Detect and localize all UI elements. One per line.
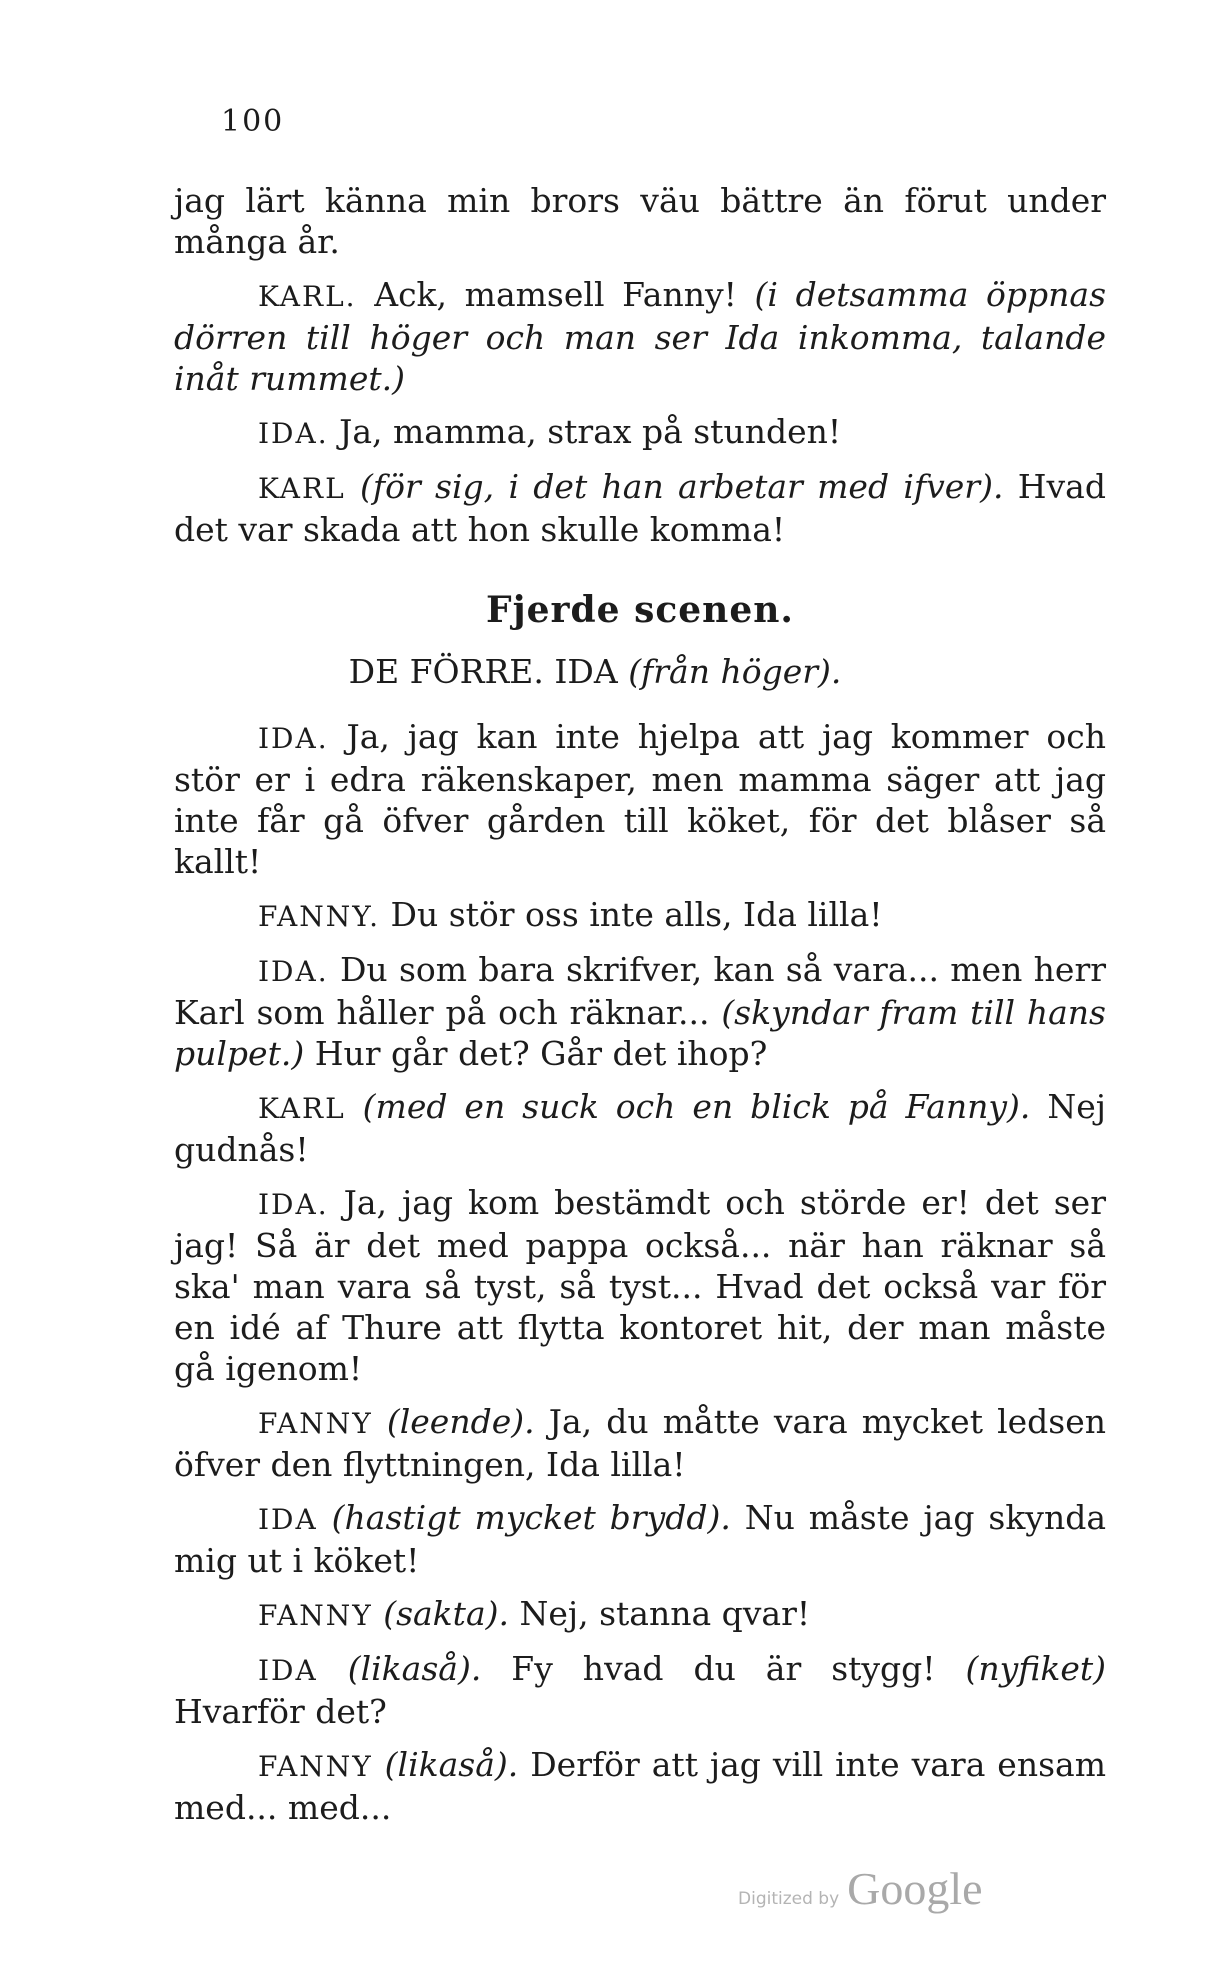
speaker-name: FANNY xyxy=(258,1407,373,1440)
speech-text: Ja, jag kom bestämdt och störde er! det ser jag! Så är det med pappa också... när han räknar så ska' man vara så tyst, så tyst... Hvad det också var för en idé af Thure att flytta kontoret hit, der man måste gå igenom! xyxy=(174,1183,1106,1388)
speech-ida-6 xyxy=(174,1648,1106,1732)
speech-ida-4 xyxy=(174,1182,1106,1389)
speech-ida-3 xyxy=(174,949,1106,1074)
speech-text: Nu måste jag skynda mig ut i köket! xyxy=(174,1498,1107,1580)
speech-text xyxy=(346,1087,363,1126)
watermark-prefix: Digitized by xyxy=(738,1889,840,1909)
speech-karl-1 xyxy=(174,274,1106,399)
speech-fanny-4 xyxy=(174,1744,1106,1828)
stage-direction: (i detsamma öppnas dörren till höger och man ser Ida inkomma, talande inåt rummet.) xyxy=(174,275,1106,398)
speech-fanny-1 xyxy=(174,894,1106,937)
scene-heading: Fjerde scenen. xyxy=(486,589,794,631)
speaker-name: IDA xyxy=(258,1654,318,1687)
speech-fanny-2 xyxy=(174,1401,1106,1485)
speech-text xyxy=(318,1498,332,1537)
speech-text: Hvad det var skada att hon skulle komma! xyxy=(174,467,1106,549)
speaker-name: FANNY. xyxy=(258,900,380,933)
stage-direction: (för sig, i det han arbetar med ifver). xyxy=(360,467,1004,506)
speech-text xyxy=(373,1594,384,1633)
speaker-name: KARL xyxy=(258,472,346,505)
stage-direction: (nyfiket) xyxy=(965,1649,1106,1688)
speech-text xyxy=(318,1649,348,1688)
stage-direction: (hastigt mycket brydd). xyxy=(331,1498,731,1537)
speech-fanny-3 xyxy=(174,1593,1106,1636)
paragraph-text: jag lärt känna min brors väu bättre än förut under många år. xyxy=(174,181,1106,261)
stage-direction: (med en suck och en blick på Fanny). xyxy=(362,1087,1031,1126)
speech-ida-1 xyxy=(174,411,1106,454)
speech-text: Nej gudnås! xyxy=(174,1087,1106,1169)
scene-characters xyxy=(174,651,1106,692)
speech-text: Ja, du måtte vara mycket ledsen öfver den flyttningen, Ida lilla! xyxy=(174,1402,1106,1484)
speech-text xyxy=(373,1402,387,1441)
speech-text: Hvarför det? xyxy=(174,1692,387,1731)
speaker-name: FANNY xyxy=(258,1750,373,1783)
page-number: 100 xyxy=(221,104,285,139)
speech-text: Du stör oss inte alls, Ida lilla! xyxy=(380,895,883,934)
speaker-name: IDA. xyxy=(258,955,329,988)
speaker-name: KARL. xyxy=(258,280,357,313)
paragraph-continuation xyxy=(174,180,1106,262)
speech-text: Ja, mamma, strax på stunden! xyxy=(328,412,842,451)
stage-direction: (likaså). xyxy=(347,1649,482,1688)
speech-text xyxy=(346,467,360,506)
speaker-name: FANNY xyxy=(258,1599,373,1632)
speaker-name: KARL xyxy=(258,1092,346,1125)
speaker-name: IDA. xyxy=(258,1188,329,1221)
speech-text: Fy hvad du är stygg! xyxy=(481,1649,966,1688)
stage-direction: (från höger). xyxy=(628,652,842,691)
stage-direction: (sakta). xyxy=(383,1594,509,1633)
stage-direction: (likaså). xyxy=(384,1745,519,1784)
speech-text: Ack, mamsell Fanny! xyxy=(356,275,755,314)
speech-text: Derför att jag vill inte vara ensam med... med... xyxy=(174,1745,1106,1827)
stage-direction: (leende). xyxy=(386,1402,535,1441)
speech-karl-3 xyxy=(174,1086,1106,1170)
digitized-by-watermark xyxy=(738,1862,983,1915)
speech-text xyxy=(373,1745,385,1784)
page-text xyxy=(174,180,1106,1840)
characters-list: DE FÖRRE. IDA xyxy=(348,652,629,691)
speaker-name: IDA. xyxy=(258,417,329,450)
speech-text: Nej, stanna qvar! xyxy=(508,1594,811,1633)
speech-ida-2 xyxy=(174,716,1106,882)
stage-direction: (skyndar fram till hans pulpet.) xyxy=(174,993,1106,1073)
speaker-name: IDA. xyxy=(258,722,329,755)
speech-text: Du som bara skrifver, kan så vara... men herr Karl som håller på och räknar... xyxy=(174,950,1106,1032)
speech-karl-2 xyxy=(174,466,1106,550)
speech-text: Hur går det? Går det ihop? xyxy=(304,1034,768,1073)
speech-text: Ja, jag kan inte hjelpa att jag kommer och stör er i edra räkenskaper, men mamma säger att jag inte får gå öfver gården till köket, för det blåser så kallt! xyxy=(174,717,1106,881)
speaker-name: IDA xyxy=(258,1503,318,1536)
speech-ida-5 xyxy=(174,1497,1106,1581)
google-logo: Google xyxy=(847,1863,983,1914)
